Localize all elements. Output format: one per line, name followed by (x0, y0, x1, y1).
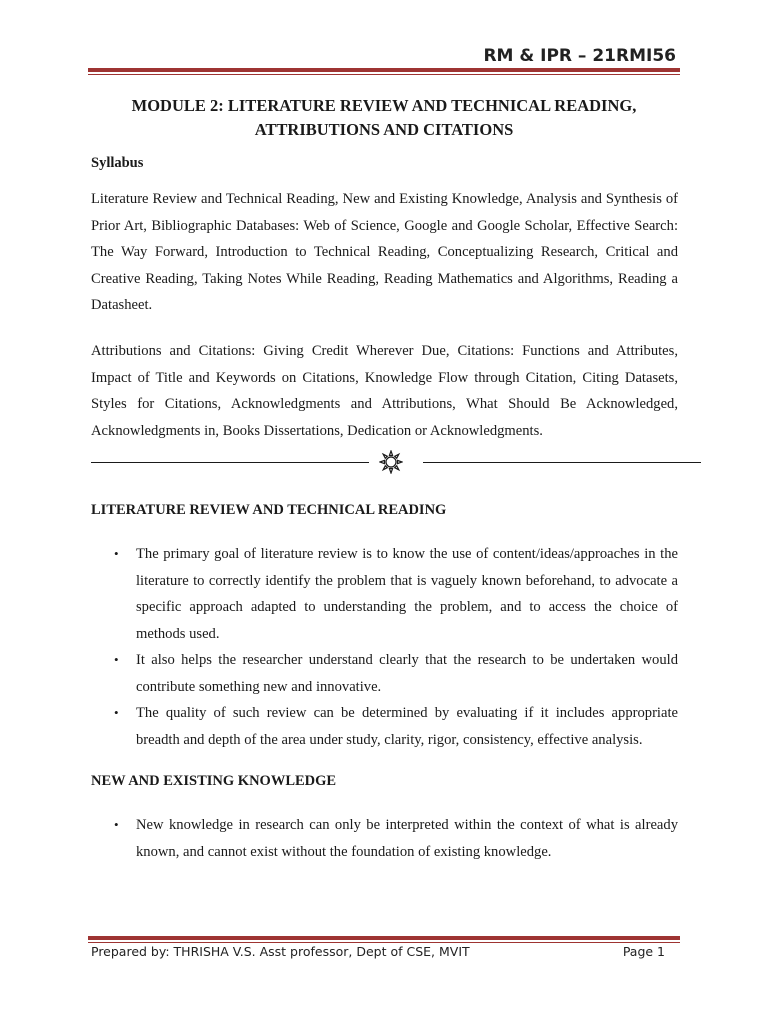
section-divider (91, 450, 701, 474)
list-item-text: It also helps the researcher understand clearly that the research to be undertaken would contribute something new and innovative. (136, 652, 678, 695)
bullet-icon: • (114, 652, 119, 667)
list-item (0, 700, 678, 753)
section-heading-new-knowledge: NEW AND EXISTING KNOWLEDGE (91, 773, 337, 789)
syllabus-paragraph-2: Attributions and Citations: Giving Credit Wherever Due, Citations: Functions and Attributes, Impact of Title and Keywords on Citations, Knowledge Flow through Citation, Citing Datasets, Styles for Citations, Acknowledgments and Attributions, What Should Be Acknowledged, Acknowledgments in, Books Dissertations, Dedication or Acknowledgments. (91, 343, 678, 439)
footer-page-number: Page 1 (622, 944, 665, 959)
new-knowledge-bullet-list (0, 812, 678, 865)
syllabus-heading: Syllabus (91, 155, 144, 171)
footer-rule (88, 936, 680, 943)
bullet-icon: • (114, 705, 119, 720)
sun-ornament-icon (379, 450, 403, 474)
divider-line-right (423, 462, 701, 463)
header-rule (88, 68, 680, 75)
module-title-line-1: MODULE 2: LITERATURE REVIEW AND TECHNICAL READING, (131, 96, 637, 115)
list-item (0, 541, 678, 647)
list-item (0, 812, 678, 865)
list-item-text: The quality of such review can be determined by evaluating if it includes appropriate breadth and depth of the area under study, clarity, rigor, consistency, effective analysis. (136, 705, 678, 748)
footer-prepared-by: Prepared by: THRISHA V.S. Asst professor, Dept of CSE, MVIT (91, 944, 470, 959)
header-course-code: RM & IPR – 21RMI56 (483, 46, 676, 66)
list-item-text: The primary goal of literature review is to know the use of content/ideas/approaches in the literature to correctly identify the problem that is vaguely known beforehand, to advocate a specific approach adapted to understanding the problem, and to access the choice of methods used. (136, 546, 678, 642)
module-title (88, 94, 680, 142)
section-heading-literature-review: LITERATURE REVIEW AND TECHNICAL READING (91, 502, 447, 518)
bullet-icon: • (114, 817, 119, 832)
list-item (0, 647, 678, 700)
syllabus-paragraph-1: Literature Review and Technical Reading, New and Existing Knowledge, Analysis and Synthesis of Prior Art, Bibliographic Databases: Web of Science, Google and Google Scholar, Effective Search: The Way Forward, Introduction to Technical Reading, Conceptualizing Research, Critical and Creative Reading, Taking Notes While Reading, Reading Mathematics and Algorithms, Reading a Datasheet. (91, 191, 678, 313)
bullet-icon: • (114, 546, 119, 561)
list-item-text: New knowledge in research can only be interpreted within the context of what is already known, and cannot exist without the foundation of existing knowledge. (136, 817, 678, 860)
module-title-line-2: ATTRIBUTIONS AND CITATIONS (254, 120, 514, 139)
literature-review-bullet-list (0, 541, 678, 753)
divider-line-left (91, 462, 369, 463)
